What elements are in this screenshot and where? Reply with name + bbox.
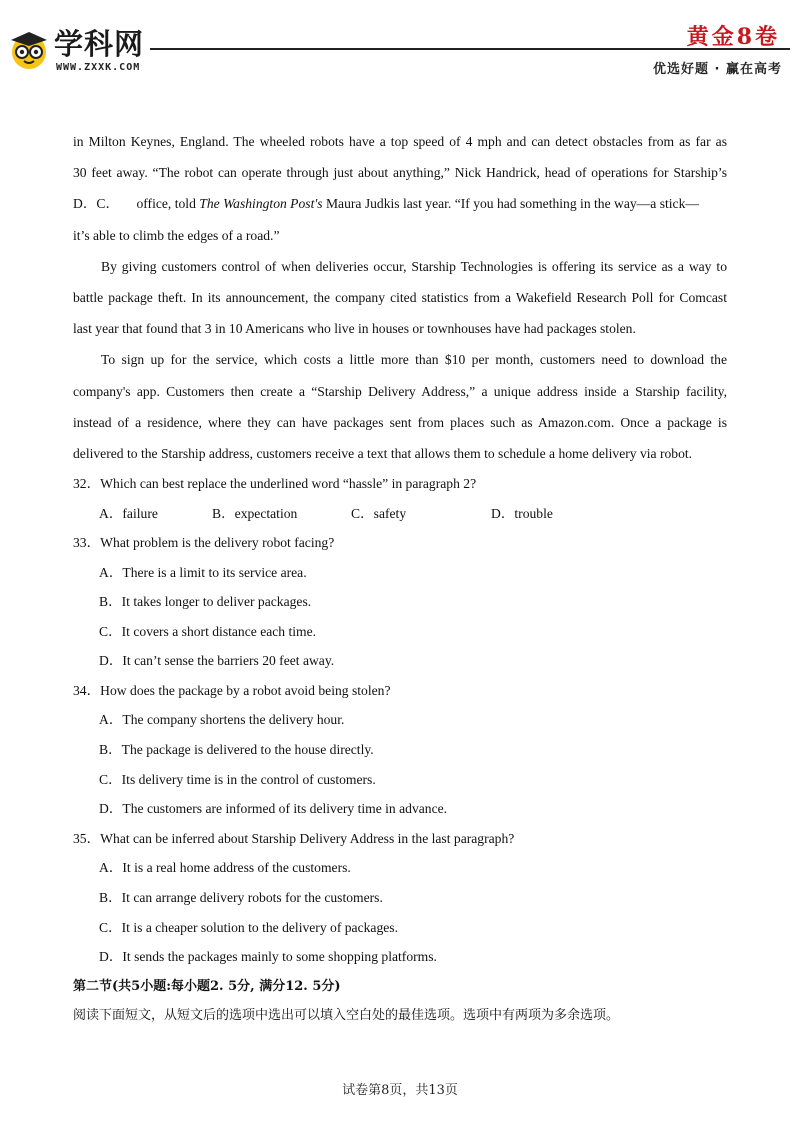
option-b: B．The package is delivered to the house directly. — [99, 742, 374, 758]
option-a: A．There is a limit to its service area. — [99, 564, 307, 580]
question-stem: 32．Which can best replace the underlined word “hassle” in paragraph 2? — [73, 476, 477, 492]
passage-line: instead of a residence, where they can have packages sent from places such as Amazon.com. Once a package is — [73, 414, 727, 430]
option-c: C．Its delivery time is in the control of customers. — [99, 771, 376, 787]
publication-title: The Washington Post's — [199, 196, 323, 212]
page-header — [0, 0, 800, 90]
option-d: D．It sends the packages mainly to some shopping platforms. — [99, 949, 437, 965]
passage-line: By giving customers control of when deliveries occur, Starship Technologies is offering its service as a way to — [101, 258, 727, 274]
passage-line: last year that found that 3 in 10 Americans who live in houses or townhouses have had packages stolen. — [73, 321, 636, 337]
logo-owl-icon — [8, 28, 50, 70]
option-a: A．failure — [99, 505, 158, 521]
options-row — [73, 499, 727, 529]
option-a: A．It is a real home address of the customers. — [99, 860, 351, 876]
option-c: C．safety — [351, 505, 407, 521]
exam-content — [73, 126, 727, 1031]
brand-slogan: 优选好题 · 赢在高考 — [653, 62, 782, 77]
passage-line: delivered to the Starship address, customers receive a text that allows them to schedule a home delivery via robot. — [73, 445, 693, 461]
passage-text: Maura Judkis last year. “If you had something in the way—a stick— — [325, 196, 699, 212]
question-stem: 34．How does the package by a robot avoid being stolen? — [73, 682, 391, 698]
page-footer: 试卷第8页，共13页 — [342, 1083, 458, 1098]
option-b: B．expectation — [212, 505, 298, 521]
passage-text: office, told — [136, 196, 196, 212]
logo-url: WWW.ZXXK.COM — [56, 62, 141, 73]
option-d: D．It can’t sense the barriers 20 feet away. — [99, 653, 335, 669]
passage-line — [73, 188, 727, 219]
logo-text: 学科网 — [54, 27, 145, 61]
question-stem: 33．What problem is the delivery robot facing? — [73, 535, 335, 551]
passage-line: battle package theft. In its announcement, the company cited statistics from a Wakefield Research Poll for Comcast — [73, 289, 727, 305]
passage-line: To sign up for the service, which costs a little more than $10 per month, customers need to download the — [101, 352, 727, 368]
option-d: D．The customers are informed of its delivery time in advance. — [99, 801, 448, 817]
option-d: D．trouble — [491, 505, 553, 521]
section-heading: 第二节(共5小题:每小题2. 5分, 满分12. 5分) — [73, 978, 341, 994]
option-c: C．It covers a short distance each time. — [99, 623, 317, 639]
option-a: A．The company shortens the delivery hour. — [99, 712, 345, 728]
brand-title: 黄金8卷 — [686, 24, 780, 50]
passage-line: it’s able to climb the edges of a road.” — [73, 227, 280, 243]
passage-line: company's app. Customers then create a “Starship Delivery Address,” a unique address inside a Starship facility, — [73, 383, 727, 399]
passage-line: in Milton Keynes, England. The wheeled robots have a top speed of 4 mph and can detect obstacles from as far as — [73, 134, 727, 149]
passage-line: 30 feet away. “The robot can operate through just about anything,” Nick Handrick, head of operations for Starship’s — [73, 165, 727, 181]
question-stem: 35．What can be inferred about Starship Delivery Address in the last paragraph? — [73, 830, 515, 846]
option-b: B．It can arrange delivery robots for the customers. — [99, 889, 383, 905]
option-b: B．It takes longer to deliver packages. — [99, 594, 312, 610]
section-instruction: 阅读下面短文，从短文后的选项中选出可以填入空白处的最佳选项。选项中有两项为多余选项。 — [73, 1007, 620, 1023]
passage-text: D．C． — [73, 196, 120, 212]
option-c: C．It is a cheaper solution to the delivery of packages. — [99, 919, 398, 935]
